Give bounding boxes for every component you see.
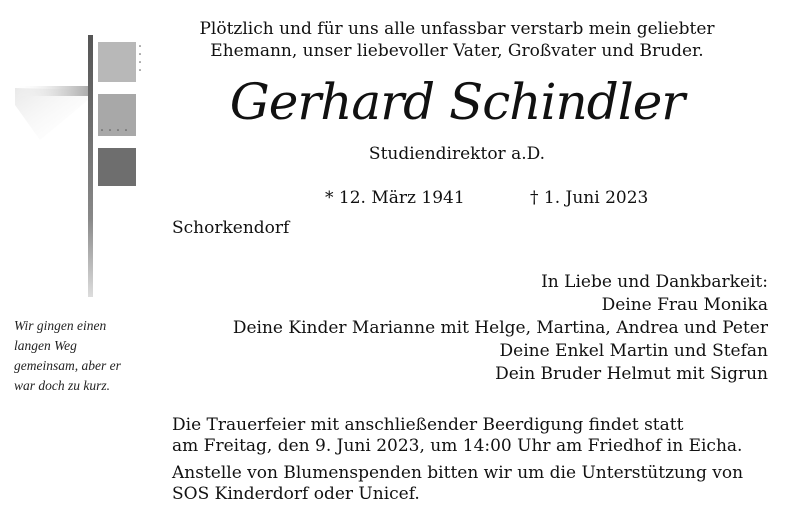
death-date: † 1. Juni 2023 (530, 188, 649, 208)
mourner-line: Deine Enkel Martin und Stefan (499, 341, 768, 361)
mourner-line: In Liebe und Dankbarkeit: (541, 272, 768, 292)
mourner-line: Deine Kinder Marianne mit Helge, Martina, Andrea und Peter (232, 318, 768, 338)
mourners-list (168, 271, 768, 386)
mourner-line: Dein Bruder Helmut mit Sigrun (495, 364, 768, 384)
quote-line: Wir gingen einen (14, 318, 107, 333)
mourner-line: Deine Frau Monika (601, 295, 768, 315)
birth-date: * 12. März 1941 (325, 188, 465, 208)
funeral-notice (172, 415, 772, 511)
cross-with-squares-icon (10, 30, 150, 300)
intro-line-1: Plötzlich und für uns alle unfassbar verstarb mein geliebter (199, 19, 715, 39)
quote-line: langen Weg (14, 338, 77, 353)
donation-info (172, 463, 772, 505)
donation-line-1: Anstelle von Blumenspenden bitten wir um die Unterstützung von (172, 463, 744, 483)
deceased-title: Studiendirektor a.D. (368, 144, 546, 164)
funeral-line-1: Die Trauerfeier mit anschließender Beerdigung findet statt (172, 415, 684, 435)
quote-line: war doch zu kurz. (14, 378, 111, 393)
memorial-quote (14, 316, 154, 396)
intro-text (172, 18, 742, 62)
donation-line-2: SOS Kinderdorf oder Unicef. (172, 484, 420, 504)
funeral-info (172, 415, 772, 457)
intro-line-2: Ehemann, unser liebevoller Vater, Großvater und Bruder. (210, 41, 704, 61)
deceased-name: Gerhard Schindler (229, 73, 685, 131)
funeral-line-2: am Freitag, den 9. Juni 2023, um 14:00 Uhr am Friedhof in Eicha. (172, 436, 743, 456)
residence-place: Schorkendorf (172, 218, 290, 238)
quote-line: gemeinsam, aber er (14, 358, 121, 373)
